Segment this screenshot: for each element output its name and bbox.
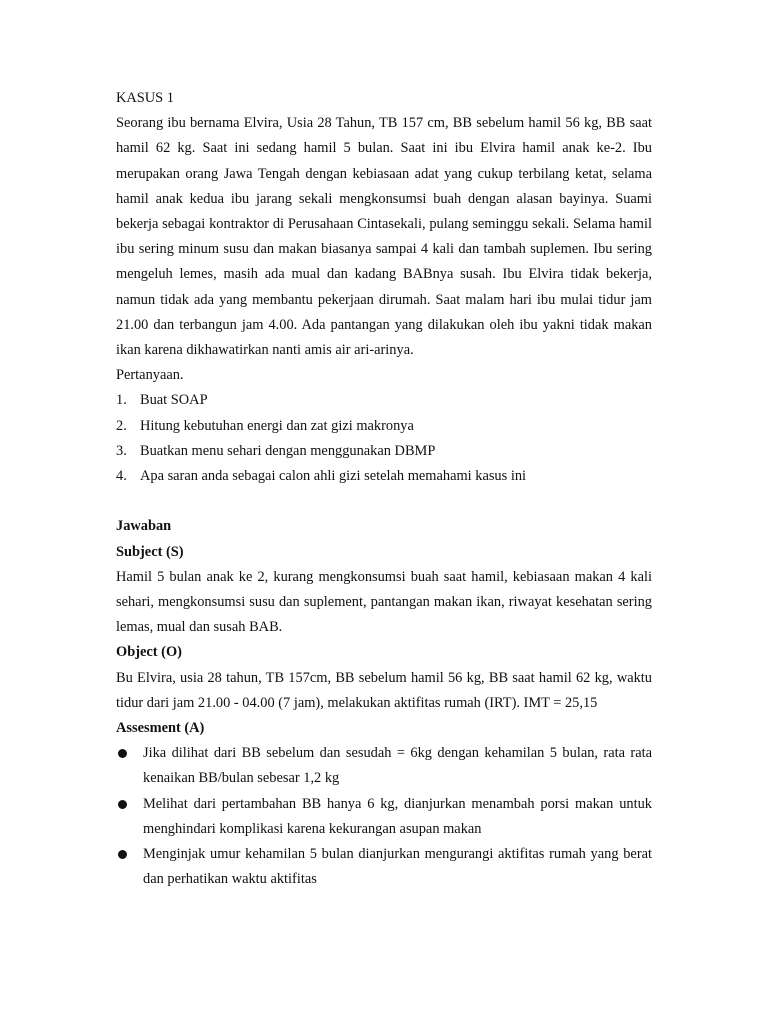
assessment-item xyxy=(116,792,652,842)
answer-heading: Jawaban xyxy=(116,518,172,535)
subject-text: Hamil 5 bulan anak ke 2, kurang mengkonsumsi buah saat hamil, kebiasaan makan 4 kali sehari, mengkonsumsi susu dan suplement, pantangan makan ikan, riwayat kesehatan sering lemas, mual dan susah BAB. xyxy=(116,568,652,636)
question-item xyxy=(116,439,652,464)
question-number: 2. xyxy=(116,417,127,434)
assessment-item xyxy=(116,741,652,791)
bullet-icon xyxy=(118,749,127,758)
question-text: Buat SOAP xyxy=(140,392,208,409)
questions-list xyxy=(116,388,652,489)
bullet-icon xyxy=(118,850,127,859)
question-item xyxy=(116,388,652,413)
question-number: 3. xyxy=(116,442,127,459)
question-number: 4. xyxy=(116,468,127,485)
case-title: KASUS 1 xyxy=(116,90,174,106)
assessment-text: Jika dilihat dari BB sebelum dan sesudah = 6kg dengan kehamilan 5 bulan, rata rata kenaikan BB/bulan sebesar 1,2 kg xyxy=(143,745,652,787)
assessment-text: Melihat dari pertambahan BB hanya 6 kg, dianjurkan menambah porsi makan untuk menghindari komplikasi karena kekurangan asupan makan xyxy=(143,795,652,837)
question-text: Apa saran anda sebagai calon ahli gizi setelah memahami kasus ini xyxy=(140,468,527,485)
assessment-list xyxy=(116,741,652,892)
assessment-text: Menginjak umur kehamilan 5 bulan dianjurkan mengurangi aktifitas rumah yang berat dan perhatikan waktu aktifitas xyxy=(143,846,652,888)
object-text: Bu Elvira, usia 28 tahun, TB 157cm, BB sebelum hamil 56 kg, BB saat hamil 62 kg, waktu tidur dari jam 21.00 - 04.00 (7 jam), melakukan aktifitas rumah (IRT). IMT = 25,15 xyxy=(116,669,652,711)
object-heading: Object (O) xyxy=(116,644,182,661)
assessment-heading: Assesment (A) xyxy=(116,720,205,737)
assessment-item xyxy=(116,842,652,892)
question-number: 1. xyxy=(116,392,127,409)
question-item xyxy=(116,414,652,439)
question-text: Hitung kebutuhan energi dan zat gizi makronya xyxy=(140,417,414,434)
questions-label: Pertanyaan. xyxy=(116,367,184,384)
question-item xyxy=(116,464,652,489)
subject-heading: Subject (S) xyxy=(116,543,184,560)
case-description: Seorang ibu bernama Elvira, Usia 28 Tahun, TB 157 cm, BB sebelum hamil 56 kg, BB saat hamil 62 kg. Saat ini sedang hamil 5 bulan. Saat ini ibu Elvira hamil anak ke-2. Ibu merupakan orang Jawa Tengah dengan kebiasaan adat yang cukup terbilang ketat, selama hamil anak kedua ibu jarang sekali mengkonsumsi buah dengan alasan bayinya. Suami bekerja sebagai kontraktor di Perusahaan Cintasekali, pulang seminggu sekali. Selama hamil ibu sering minum susu dan makan biasanya sampai 4 kali dan tambah suplemen. Ibu sering mengeluh lemes, masih ada mual dan kadang BABnya susah. Ibu Elvira tidak bekerja, namun tidak ada yang membantu pekerjaan dirumah. Saat malam hari ibu mulai tidur jam 21.00 dan terbangun jam 4.00. Ada pantangan yang dilakukan oleh ibu yakni tidak makan ikan karena dikhawatirkan nanti amis air ari-arinya. xyxy=(116,115,652,359)
spacer xyxy=(116,489,652,514)
document-page xyxy=(116,86,652,892)
bullet-icon xyxy=(118,800,127,809)
question-text: Buatkan menu sehari dengan menggunakan DBMP xyxy=(140,442,436,459)
